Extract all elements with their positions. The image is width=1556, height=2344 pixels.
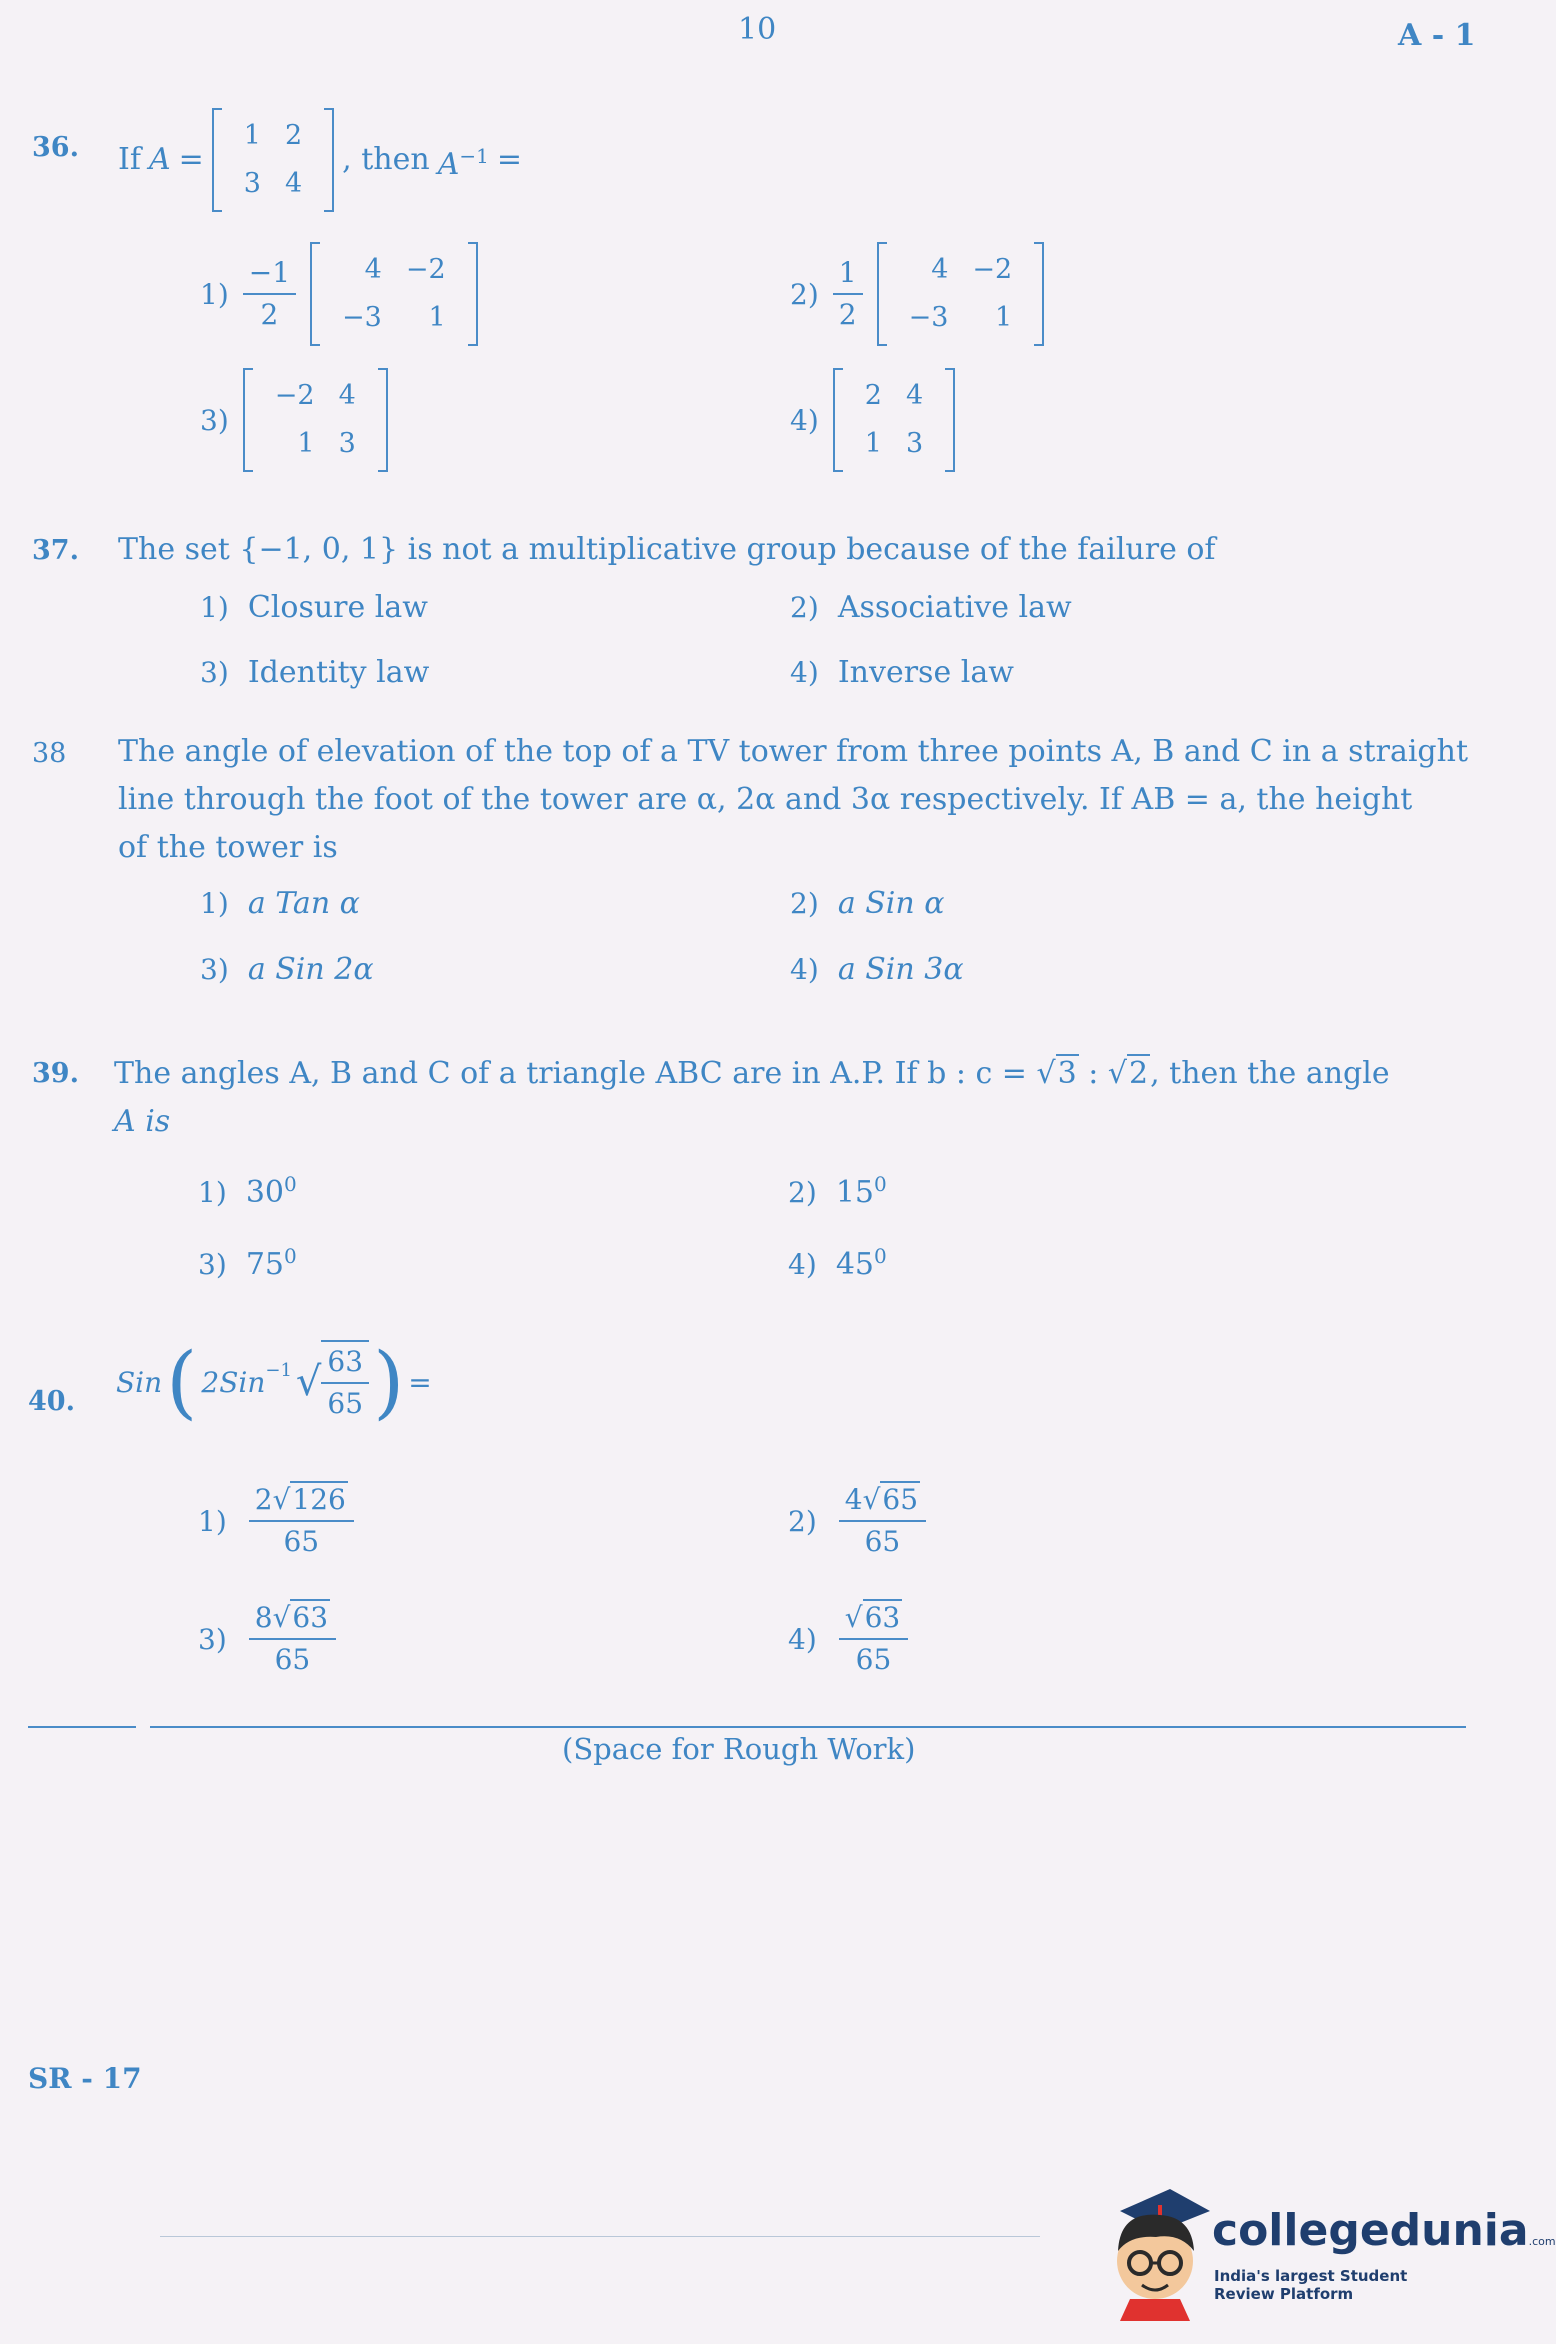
q36-matrix: 1 2 3 4 xyxy=(212,108,334,212)
rough-work-label: (Space for Rough Work) xyxy=(562,1732,916,1766)
question-38-stem: The angle of elevation of the top of a TV tower from three points A, B and C in a straight line through the foot of the tower are α, 2α and 3α respectively. If AB = a, the height of the tower is xyxy=(118,734,1469,865)
q38-option-3[interactable]: 3) a Sin 2α xyxy=(200,952,374,987)
question-number-36: 36. xyxy=(32,132,79,163)
logo-wordmark: collegedunia xyxy=(1212,2205,1529,2256)
rough-work-rule-left xyxy=(28,1726,136,1728)
question-number-40: 40. xyxy=(28,1386,75,1417)
q40-option-3[interactable]: 3) $\frac{8√63}{65}$ xyxy=(198,1598,336,1680)
page-number: 10 xyxy=(738,12,777,47)
question-40-stem: Sin ( 2Sin $^{-1}$ √ $\frac{63}{65}$ ) = xyxy=(116,1335,432,1428)
question-37-stem: The set {−1, 0, 1} is not a multiplicative group because of the failure of xyxy=(118,532,1216,567)
q36-var: A xyxy=(148,142,171,177)
q36-option-2[interactable]: 2) $\frac{1}{2}$ 4 −2 −3 1 xyxy=(790,242,1044,346)
q36-inv: $A^{-1}$ xyxy=(437,143,489,182)
question-number-37: 37. xyxy=(32,535,79,566)
q36-eq2: = xyxy=(496,142,522,177)
q38-option-1[interactable]: 1) a Tan α xyxy=(200,886,360,921)
question-39-stem: The angles A, B and C of a triangle ABC are in A.P. If b : c = √3 : √2, then the angle A is xyxy=(114,1056,1390,1139)
question-number-39: 39. xyxy=(32,1058,79,1089)
logo-tagline: India's largest Student Review Platform xyxy=(1214,2267,1408,2303)
q37-option-4[interactable]: 4) Inverse law xyxy=(790,655,1014,690)
paper-code: A - 1 xyxy=(1398,18,1476,53)
question-36-stem xyxy=(118,108,522,212)
footer-code: SR - 17 xyxy=(28,2062,142,2095)
q38-option-2[interactable]: 2) a Sin α xyxy=(790,886,945,921)
q39-option-1[interactable]: 1) $30^0$ xyxy=(198,1172,297,1210)
q36-option-4[interactable]: 4) 2 4 1 3 xyxy=(790,368,955,472)
q39-option-3[interactable]: 3) $75^0$ xyxy=(198,1244,297,1282)
q37-option-1[interactable]: 1) Closure law xyxy=(200,590,428,625)
collegedunia-logo: collegedunia.com India's largest Student Review Platform xyxy=(1090,2175,1470,2325)
footer-rule xyxy=(160,2236,1040,2237)
q36-option-3[interactable]: 3) −2 4 1 3 xyxy=(200,368,388,472)
q36-option-1[interactable]: 1) $\frac{-1}{2}$ 4 −2 −3 1 xyxy=(200,242,478,346)
question-number-38: 38 xyxy=(32,738,67,769)
q36-post: , then xyxy=(342,142,430,177)
q38-option-4[interactable]: 4) a Sin 3α xyxy=(790,952,964,987)
q39-option-4[interactable]: 4) $45^0$ xyxy=(788,1244,887,1282)
q40-option-1[interactable]: 1) $\frac{2√126}{65}$ xyxy=(198,1480,354,1562)
q36-pre: If xyxy=(118,142,141,177)
q40-option-4[interactable]: 4) $\frac{√63}{65}$ xyxy=(788,1598,908,1680)
q36-eq: = xyxy=(178,142,204,177)
q40-option-2[interactable]: 2) $\frac{4√65}{65}$ xyxy=(788,1480,926,1562)
q37-option-3[interactable]: 3) Identity law xyxy=(200,655,430,690)
q37-option-2[interactable]: 2) Associative law xyxy=(790,590,1072,625)
q39-option-2[interactable]: 2) $15^0$ xyxy=(788,1172,887,1210)
rough-work-rule-right xyxy=(150,1726,1466,1728)
mascot-icon xyxy=(1100,2181,1210,2321)
